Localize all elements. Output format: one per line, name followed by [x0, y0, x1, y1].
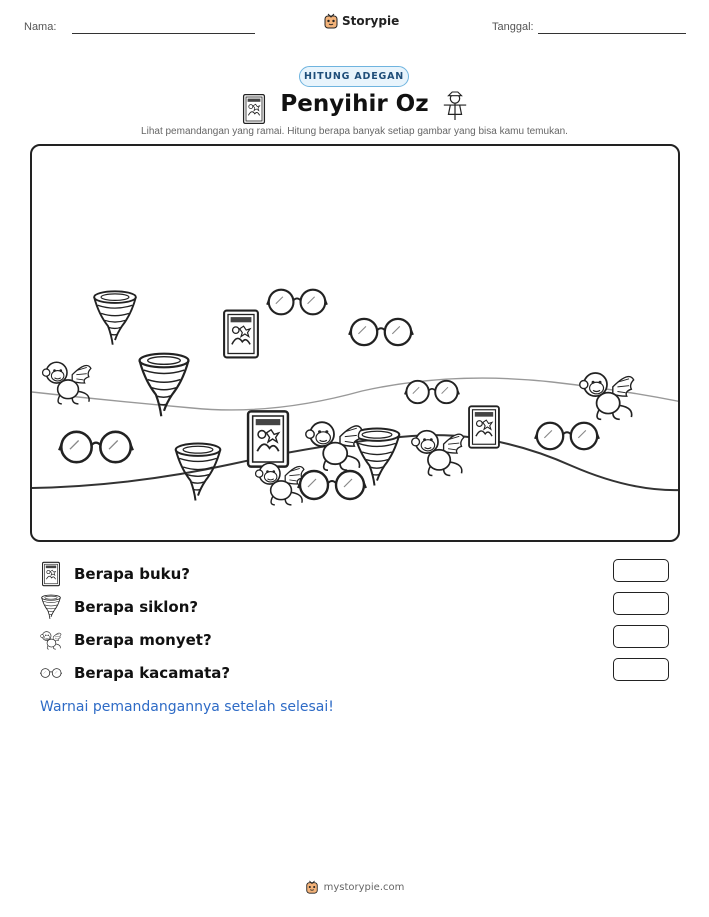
question-text: Berapa monyet? — [74, 631, 212, 649]
monkey-icon — [580, 373, 634, 419]
question-text: Berapa siklon? — [74, 598, 199, 616]
cyclone-icon — [176, 443, 221, 500]
name-field[interactable] — [72, 33, 255, 34]
page-title: Penyihir Oz — [280, 91, 429, 117]
glasses-icon — [40, 660, 62, 686]
date-field[interactable] — [538, 33, 686, 34]
date-label: Tanggal: — [492, 21, 534, 33]
question-text: Berapa kacamata? — [74, 664, 231, 682]
book-icon — [40, 561, 62, 587]
book-icon — [469, 406, 499, 447]
monkey-icon — [412, 431, 464, 476]
answer-box-monkeys[interactable] — [613, 625, 669, 648]
activity-badge: HITUNG ADEGAN — [299, 66, 409, 87]
glasses-icon — [349, 319, 413, 345]
scarecrow-icon — [441, 89, 469, 123]
book-icon — [248, 411, 288, 466]
storypie-logo-icon — [323, 13, 339, 29]
question-monkeys — [40, 627, 212, 653]
storypie-logo-icon — [305, 880, 319, 894]
answer-box-glasses[interactable] — [613, 658, 669, 681]
glasses-icon — [267, 290, 327, 315]
cyclone-icon — [94, 291, 136, 344]
brand-name: Storypie — [342, 14, 400, 28]
glasses-icon — [298, 471, 366, 499]
glasses-icon — [59, 432, 133, 462]
glasses-icon — [535, 423, 599, 449]
question-books — [40, 561, 190, 587]
instructions: Lihat pemandangan yang ramai. Hitung berapa banyak setiap gambar yang bisa kamu temukan. — [141, 126, 568, 137]
glasses-icon — [405, 381, 459, 403]
footer-url[interactable]: mystorypie.com — [323, 881, 405, 893]
question-glasses — [40, 660, 230, 686]
answer-box-cyclones[interactable] — [613, 592, 669, 615]
question-cyclones — [40, 594, 198, 620]
answer-box-books[interactable] — [613, 559, 669, 582]
scene-drawing — [32, 146, 680, 542]
book-icon — [224, 311, 258, 358]
monkey-icon — [306, 422, 362, 470]
cyclone-icon — [40, 594, 62, 620]
footer — [0, 880, 709, 894]
counting-scene[interactable] — [30, 144, 680, 542]
monkey-icon — [40, 627, 62, 653]
question-text: Berapa buku? — [74, 565, 190, 583]
name-label: Nama: — [24, 21, 57, 33]
brand — [323, 13, 399, 29]
closing-instruction: Warnai pemandangannya setelah selesai! — [40, 699, 334, 715]
monkey-icon — [256, 463, 304, 505]
